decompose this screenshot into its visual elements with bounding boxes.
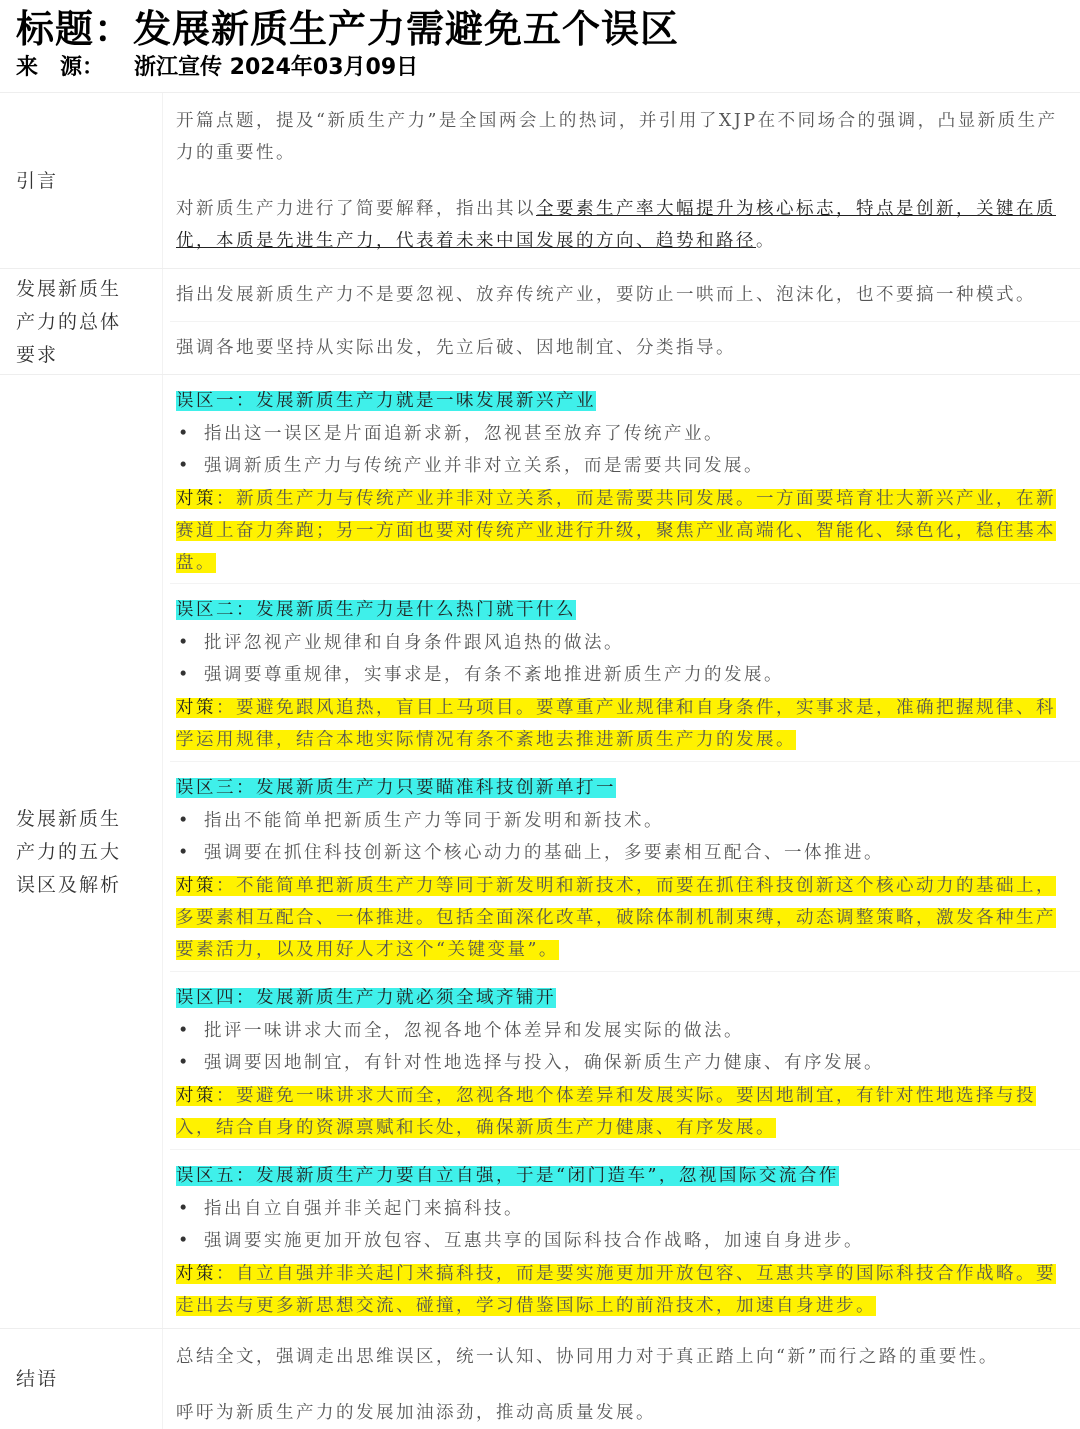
intro-underlined-definition: 全要素生产率大幅提升为核心标志，特点是创新，关键在质优，本质是先进生产力，代表着未来中国发展的方向、趋势和路径 — [176, 199, 1056, 251]
myth-1-countermeasure: 对策：新质生产力与传统产业并非对立关系，而是需要共同发展。一方面要培育壮大新兴产业，在新赛道上奋力奔跑；另一方面也要对传统产业进行升级，聚焦产业高端化、智能化、绿色化，稳住基本盘。 — [176, 489, 1056, 573]
myth-5-countermeasure: 对策：自立自强并非关起门来搞科技，而是要实施更加开放包容、互惠共享的国际科技合作战略。要走出去与更多新思想交流、碰撞，学习借鉴国际上的前沿技术，加速自身进步。 — [176, 1264, 1056, 1316]
myth-1-bullet-2: • 强调新质生产力与传统产业并非对立关系，而是需要共同发展。 — [178, 456, 764, 476]
myth-1-heading: 误区一：发展新质生产力就是一味发展新兴产业 — [176, 391, 596, 411]
myth-3-countermeasure: 对策：不能简单把新质生产力等同于新发明和新技术，而要在抓住科技创新这个核心动力的基础上，多要素相互配合、一体推进。包括全面深化改革，破除体制机制束缚，动态调整策略，激发各种生产要素活力，以及用好人才这个“关键变量”。 — [176, 876, 1056, 960]
myth-4-bullet-2: • 强调要因地制宜，有针对性地选择与投入，确保新质生产力健康、有序发展。 — [178, 1053, 884, 1073]
general-paragraph-1: 指出发展新质生产力不是要忽视、放弃传统产业，要防止一哄而上、泡沫化，也不要搞一种模式。 — [176, 285, 1036, 305]
row-label-intro: 引言 — [0, 93, 163, 269]
general-paragraph-2: 强调各地要坚持从实际出发，先立后破、因地制宜、分类指导。 — [176, 338, 736, 358]
document-header — [16, 4, 1064, 82]
myth-3-bullet-2: • 强调要在抓住科技创新这个核心动力的基础上，多要素相互配合、一体推进。 — [178, 843, 884, 863]
row-intro — [0, 92, 1080, 269]
myth-2-heading: 误区二：发展新质生产力是什么热门就干什么 — [176, 600, 576, 620]
row-label-five-myths: 发展新质生产力的五大误区及解析 — [0, 375, 163, 1329]
myth-1-bullet-1: • 指出这一误区是片面追新求新，忽视甚至放弃了传统产业。 — [178, 424, 724, 444]
myth-5-bullet-1: • 指出自立自强并非关起门来搞科技。 — [178, 1199, 524, 1219]
source-label: 来 源： — [16, 55, 105, 80]
document-title: 标题：发展新质生产力需避免五个误区 — [16, 7, 680, 51]
myth-5-heading: 误区五：发展新质生产力要自立自强，于是“闭门造车”，忽视国际交流合作 — [176, 1166, 839, 1186]
intro-paragraph-1: 开篇点题，提及“新质生产力”是全国两会上的热词，并引用了XJP在不同场合的强调，凸显新质生产力的重要性。 — [176, 111, 1058, 163]
row-label-conclusion: 结语 — [0, 1329, 163, 1429]
row-five-myths — [0, 374, 1080, 1329]
source-value: 浙江宣传 2024年03月09日 — [134, 55, 419, 80]
myth-2-bullet-1: • 批评忽视产业规律和自身条件跟风追热的做法。 — [178, 633, 624, 653]
conclusion-paragraph-1: 总结全文，强调走出思维误区，统一认知、协同用力对于真正踏上向“新”而行之路的重要性。 — [176, 1347, 999, 1367]
myth-2-bullet-2: • 强调要尊重规律，实事求是，有条不紊地推进新质生产力的发展。 — [178, 665, 784, 685]
conclusion-paragraph-2: 呼吁为新质生产力的发展加油添劲，推动高质量发展。 — [176, 1403, 656, 1423]
source-line — [16, 54, 1064, 82]
myth-4-heading: 误区四：发展新质生产力就必须全域齐铺开 — [176, 988, 556, 1008]
myth-5-bullet-2: • 强调要实施更加开放包容、互惠共享的国际科技合作战略，加速自身进步。 — [178, 1231, 864, 1251]
myth-2-countermeasure: 对策：要避免跟风追热，盲目上马项目。要尊重产业规律和自身条件，实事求是，准确把握规律、科学运用规律，结合本地实际情况有条不紊地去推进新质生产力的发展。 — [176, 698, 1056, 750]
myth-4-bullet-1: • 批评一味讲求大而全，忽视各地个体差异和发展实际的做法。 — [178, 1021, 744, 1041]
myth-3-bullet-1: • 指出不能简单把新质生产力等同于新发明和新技术。 — [178, 811, 664, 831]
row-general-requirements — [0, 268, 1080, 375]
intro-paragraph-2: 对新质生产力进行了简要解释，指出其以全要素生产率大幅提升为核心标志，特点是创新，关键在质优，本质是先进生产力，代表着未来中国发展的方向、趋势和路径。 — [176, 199, 1056, 251]
myth-4-countermeasure: 对策：要避免一味讲求大而全，忽视各地个体差异和发展实际。要因地制宜，有针对性地选择与投入，结合自身的资源禀赋和长处，确保新质生产力健康、有序发展。 — [176, 1086, 1036, 1138]
myth-3-heading: 误区三：发展新质生产力只要瞄准科技创新单打一 — [176, 778, 616, 798]
row-conclusion — [0, 1328, 1080, 1429]
row-label-general-requirements: 发展新质生产力的总体要求 — [0, 269, 163, 375]
